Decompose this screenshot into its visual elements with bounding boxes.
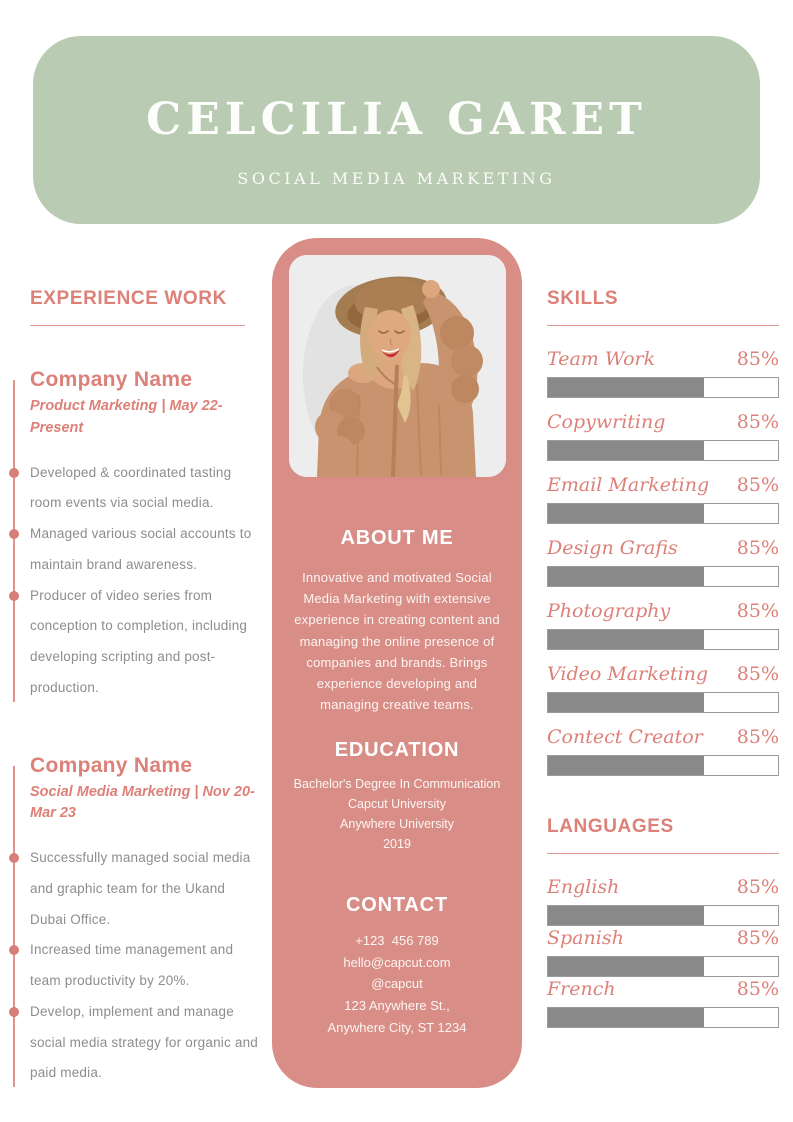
job-entry (30, 754, 265, 1090)
language-progress-fill (548, 957, 704, 976)
skill-percent: 85% (736, 726, 779, 748)
job-bullet: Increased time management and team productivity by 20%. (30, 935, 265, 997)
skill-percent: 85% (736, 663, 779, 685)
language-item (547, 876, 779, 926)
education-school: Capcut University (348, 797, 446, 812)
name-title: CELCILIA GARET (146, 94, 647, 145)
job-entry (30, 368, 265, 704)
language-percent: 85% (736, 876, 779, 898)
education-year: 2019 (383, 836, 411, 851)
job-bullet-list (30, 843, 265, 1089)
language-progress-fill (548, 906, 704, 925)
skill-percent: 85% (736, 411, 779, 433)
skill-item (547, 411, 779, 461)
language-percent: 85% (736, 927, 779, 949)
profile-photo (289, 255, 506, 477)
language-progress-bar (547, 956, 779, 977)
skill-progress-fill (548, 378, 704, 397)
skill-progress-bar (547, 692, 779, 713)
skill-list (547, 348, 779, 776)
job-bullet: Producer of video series from conception to completion, including developing scripting and post-production. (30, 581, 265, 704)
skill-progress-bar (547, 503, 779, 524)
skill-percent: 85% (736, 600, 779, 622)
header-banner (33, 36, 760, 224)
language-item (547, 927, 779, 977)
language-progress-bar (547, 905, 779, 926)
skill-progress-fill (548, 567, 704, 586)
language-label: English (547, 876, 620, 898)
contact-details (272, 930, 522, 1038)
language-percent: 85% (736, 978, 779, 1000)
contact-heading: CONTACT (346, 894, 448, 917)
language-item (547, 978, 779, 1028)
skills-heading: SKILLS (547, 288, 619, 309)
contact-handle: @capcut (371, 976, 423, 992)
contact-address-line1: 123 Anywhere St., (344, 998, 450, 1014)
profile-panel (272, 238, 522, 1088)
skill-progress-fill (548, 630, 704, 649)
job-bullet-list (30, 458, 265, 704)
skills-section (547, 288, 779, 1029)
skill-item (547, 663, 779, 713)
skill-item (547, 726, 779, 776)
skill-progress-fill (548, 693, 704, 712)
languages-divider (547, 853, 779, 854)
education-degree: Bachelor's Degree In Communication (293, 777, 501, 792)
skill-item (547, 348, 779, 398)
languages-heading: LANGUAGES (547, 816, 674, 837)
contact-phone: +123 456 789 (355, 933, 439, 949)
experience-heading: EXPERIENCE WORK (30, 288, 227, 309)
skill-progress-fill (548, 441, 704, 460)
profile-photo-illustration (289, 255, 506, 477)
job-bullet: Develop, implement and manage social media strategy for organic and paid media. (30, 997, 265, 1089)
language-progress-bar (547, 1007, 779, 1028)
education-heading: EDUCATION (334, 739, 460, 762)
education-details (272, 775, 522, 854)
skill-label: Photography (547, 600, 671, 622)
skill-label: Copywriting (547, 411, 666, 433)
skill-percent: 85% (736, 474, 779, 496)
about-heading: ABOUT ME (340, 527, 454, 549)
job-bullet: Successfully managed social media and graphic team for the Ukand Dubai Office. (30, 843, 265, 935)
experience-section (30, 288, 265, 1089)
contact-email: hello@capcut.com (343, 954, 451, 970)
job-role-dates: Product Marketing | May 22-Present (30, 398, 223, 436)
job-bullet: Managed various social accounts to maintain brand awareness. (30, 519, 265, 581)
skill-progress-bar (547, 377, 779, 398)
skills-divider (547, 325, 779, 326)
skill-label: Design Grafis (547, 537, 678, 559)
skill-label: Video Marketing (547, 663, 709, 685)
education-school: Anywhere University (340, 816, 454, 831)
skill-label: Team Work (547, 348, 656, 370)
header-subtitle: SOCIAL MEDIA MARKETING (237, 169, 556, 188)
language-label: Spanish (547, 927, 624, 949)
skill-progress-bar (547, 755, 779, 776)
skill-label: Contect Creator (547, 726, 703, 748)
skill-progress-bar (547, 629, 779, 650)
skill-label: Email Marketing (547, 474, 710, 496)
company-name: Company Name (30, 753, 193, 777)
skill-progress-fill (548, 504, 704, 523)
skill-progress-fill (548, 756, 704, 775)
skill-item (547, 474, 779, 524)
skill-item (547, 537, 779, 587)
skill-item (547, 600, 779, 650)
contact-address-line2: Anywhere City, ST 1234 (327, 1019, 467, 1035)
skill-percent: 85% (736, 537, 779, 559)
job-bullet: Developed & coordinated tasting room events via social media. (30, 458, 265, 520)
skill-percent: 85% (736, 348, 779, 370)
language-label: French (547, 978, 616, 1000)
company-name: Company Name (30, 368, 193, 391)
about-text: Innovative and motivated Social Media Marketing with extensive experience in creating content and managing the online presence of companies and brands. Brings experience developing and managing creative teams. (294, 570, 500, 713)
language-progress-fill (548, 1008, 704, 1027)
skill-progress-bar (547, 440, 779, 461)
job-role-dates: Social Media Marketing | Nov 20-Mar 23 (30, 783, 255, 822)
experience-divider (30, 325, 245, 326)
language-list (547, 876, 779, 1028)
skill-progress-bar (547, 566, 779, 587)
